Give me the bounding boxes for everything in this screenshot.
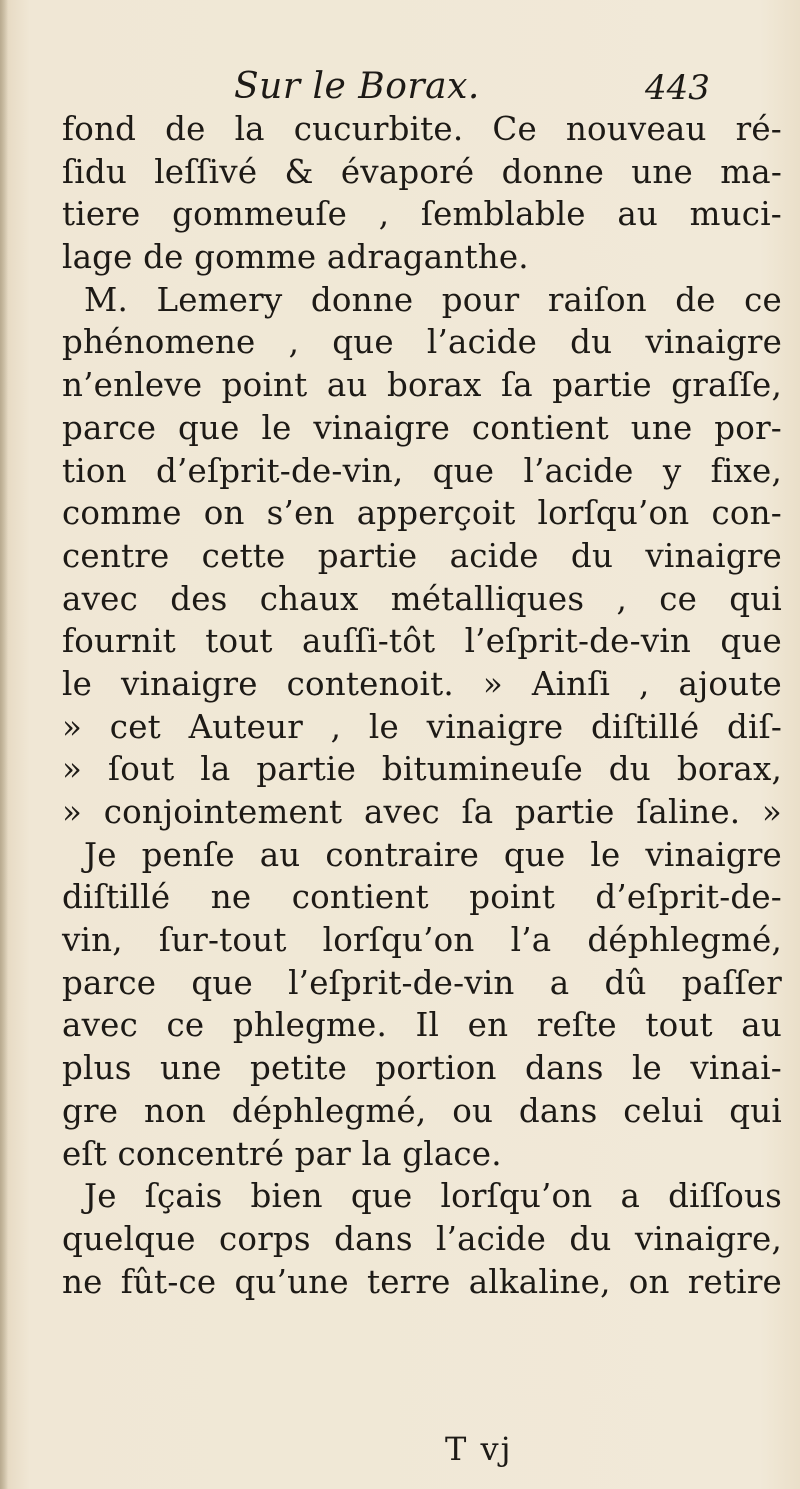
text-line: n’enleve point au borax ſa partie graſſe, <box>62 366 782 405</box>
text-line: » ſout la partie bitumineuſe du borax, <box>62 750 782 789</box>
page-number: 443 <box>645 68 710 108</box>
text-line: M. Lemery donne pour raiſon de ce <box>84 280 782 319</box>
text-line: » conjointement avec ſa partie ſaline. » <box>62 793 782 831</box>
text-line: parce que l’eſprit-de-vin a dû paſſer <box>62 963 782 1002</box>
text-line: quelque corps dans l’acide du vinaigre, <box>62 1219 782 1258</box>
text-line: Je ſçais bien que lorſqu’on a diſſous <box>84 1177 782 1216</box>
text-line: eſt concentré par la glace. <box>62 1134 502 1173</box>
text-line: tiere gommeuſe , ſemblable au muci- <box>62 195 782 234</box>
page-gutter-shadow <box>0 0 8 1489</box>
signature-mark: T vj <box>445 1430 513 1468</box>
text-line: centre cette partie acide du vinaigre <box>62 536 782 575</box>
text-line: vin, ſur-tout lorſqu’on l’a déphlegmé, <box>62 921 782 960</box>
text-line: tion d’eſprit-de-vin, que l’acide y fixe, <box>62 451 782 490</box>
text-line: plus une petite portion dans le vinai- <box>62 1049 782 1088</box>
text-line: ne fût-ce qu’une terre alkaline, on retire <box>62 1262 782 1301</box>
text-line: le vinaigre contenoit. » Ainſi , ajoute <box>62 664 782 703</box>
text-line: diſtillé ne contient point d’eſprit-de- <box>62 878 782 917</box>
text-line: ſidu leſſivé & évaporé donne une ma- <box>62 152 782 191</box>
page-body-text <box>62 108 782 1303</box>
text-line: avec des chaux métalliques , ce qui <box>62 579 782 618</box>
text-line: comme on s’en apperçoit lorſqu’on con- <box>62 494 782 533</box>
running-title: Sur le Borax. <box>234 66 480 107</box>
text-line: fond de la cucurbite. Ce nouveau ré- <box>62 110 782 148</box>
text-line: lage de gomme adraganthe. <box>62 238 529 277</box>
text-line: fournit tout auſſi-tôt l’eſprit-de-vin que <box>62 622 782 661</box>
text-line: Je penſe au contraire que le vinaigre <box>84 835 782 874</box>
text-line: gre non déphlegmé, ou dans celui qui <box>62 1091 782 1130</box>
text-line: avec ce phlegme. Il en reſte tout au <box>62 1006 782 1045</box>
text-line: parce que le vinaigre contient une por- <box>62 408 782 447</box>
text-line: » cet Auteur , le vinaigre diſtillé diſ- <box>62 707 782 746</box>
text-line: phénomene , que l’acide du vinaigre <box>62 323 782 362</box>
